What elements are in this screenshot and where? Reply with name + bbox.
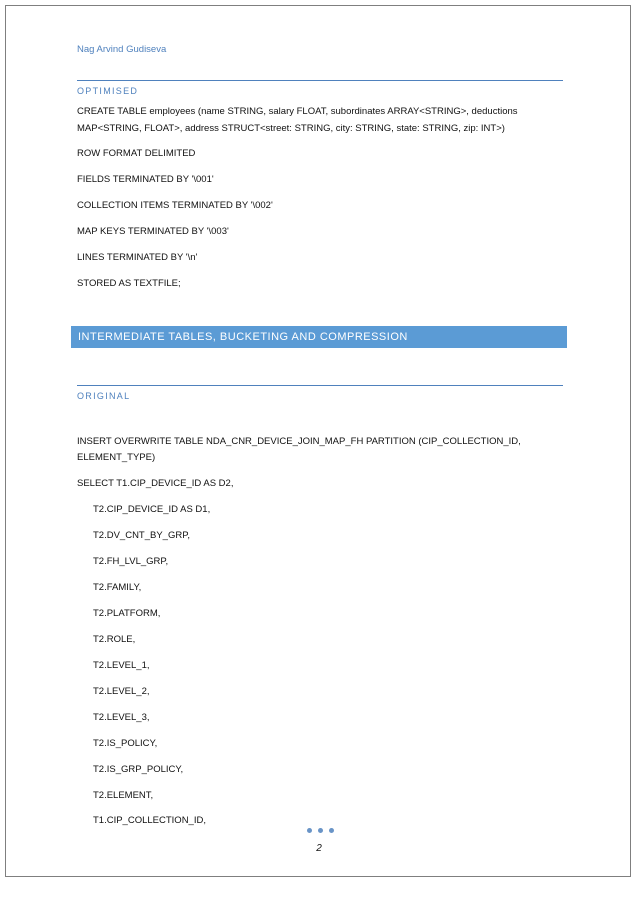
code-line: T2.FH_LVL_GRP, <box>93 556 169 567</box>
code-line: T1.CIP_COLLECTION_ID, <box>93 815 206 826</box>
code-line: T2.LEVEL_3, <box>93 712 150 723</box>
footer-dot <box>318 828 323 833</box>
code-line: T2.CIP_DEVICE_ID AS D1, <box>93 504 211 515</box>
code-line: T2.DV_CNT_BY_GRP, <box>93 530 190 541</box>
running-header-author: Nag Arvind Gudiseva <box>77 44 167 55</box>
code-line: SELECT T1.CIP_DEVICE_ID AS D2, <box>77 478 234 489</box>
code-line: COLLECTION ITEMS TERMINATED BY '\002' <box>77 200 273 211</box>
section-heading-optimised: OPTIMISED <box>77 86 139 96</box>
code-line: STORED AS TEXTFILE; <box>77 278 181 289</box>
code-line: LINES TERMINATED BY '\n' <box>77 252 198 263</box>
footer-ellipsis-icon <box>307 828 334 833</box>
chapter-heading-band: INTERMEDIATE TABLES, BUCKETING AND COMPRESSION <box>71 326 567 348</box>
code-line: FIELDS TERMINATED BY '\001' <box>77 174 214 185</box>
code-line: T2.ROLE, <box>93 634 136 645</box>
code-line: CREATE TABLE employees (name STRING, salary FLOAT, subordinates ARRAY<STRING>, deductions <box>77 106 518 117</box>
code-line: MAP KEYS TERMINATED BY '\003' <box>77 226 229 237</box>
footer-dot <box>329 828 334 833</box>
code-line: MAP<STRING, FLOAT>, address STRUCT<street: STRING, city: STRING, state: STRING, zip: INT>) <box>77 123 505 134</box>
section-rule-optimised <box>77 80 563 81</box>
section-rule-original <box>77 385 563 386</box>
code-line: T2.IS_GRP_POLICY, <box>93 764 184 775</box>
footer-dot <box>307 828 312 833</box>
code-line: T2.PLATFORM, <box>93 608 161 619</box>
code-line: T2.LEVEL_2, <box>93 686 150 697</box>
page-number: 2 <box>316 843 322 854</box>
code-line: ELEMENT_TYPE) <box>77 452 156 463</box>
code-line: T2.FAMILY, <box>93 582 142 593</box>
code-line: ROW FORMAT DELIMITED <box>77 148 196 159</box>
code-line: T2.IS_POLICY, <box>93 738 158 749</box>
code-line: T2.ELEMENT, <box>93 790 154 801</box>
section-heading-original: ORIGINAL <box>77 391 131 401</box>
code-line: T2.LEVEL_1, <box>93 660 150 671</box>
code-line: INSERT OVERWRITE TABLE NDA_CNR_DEVICE_JOIN_MAP_FH PARTITION (CIP_COLLECTION_ID, <box>77 436 521 447</box>
